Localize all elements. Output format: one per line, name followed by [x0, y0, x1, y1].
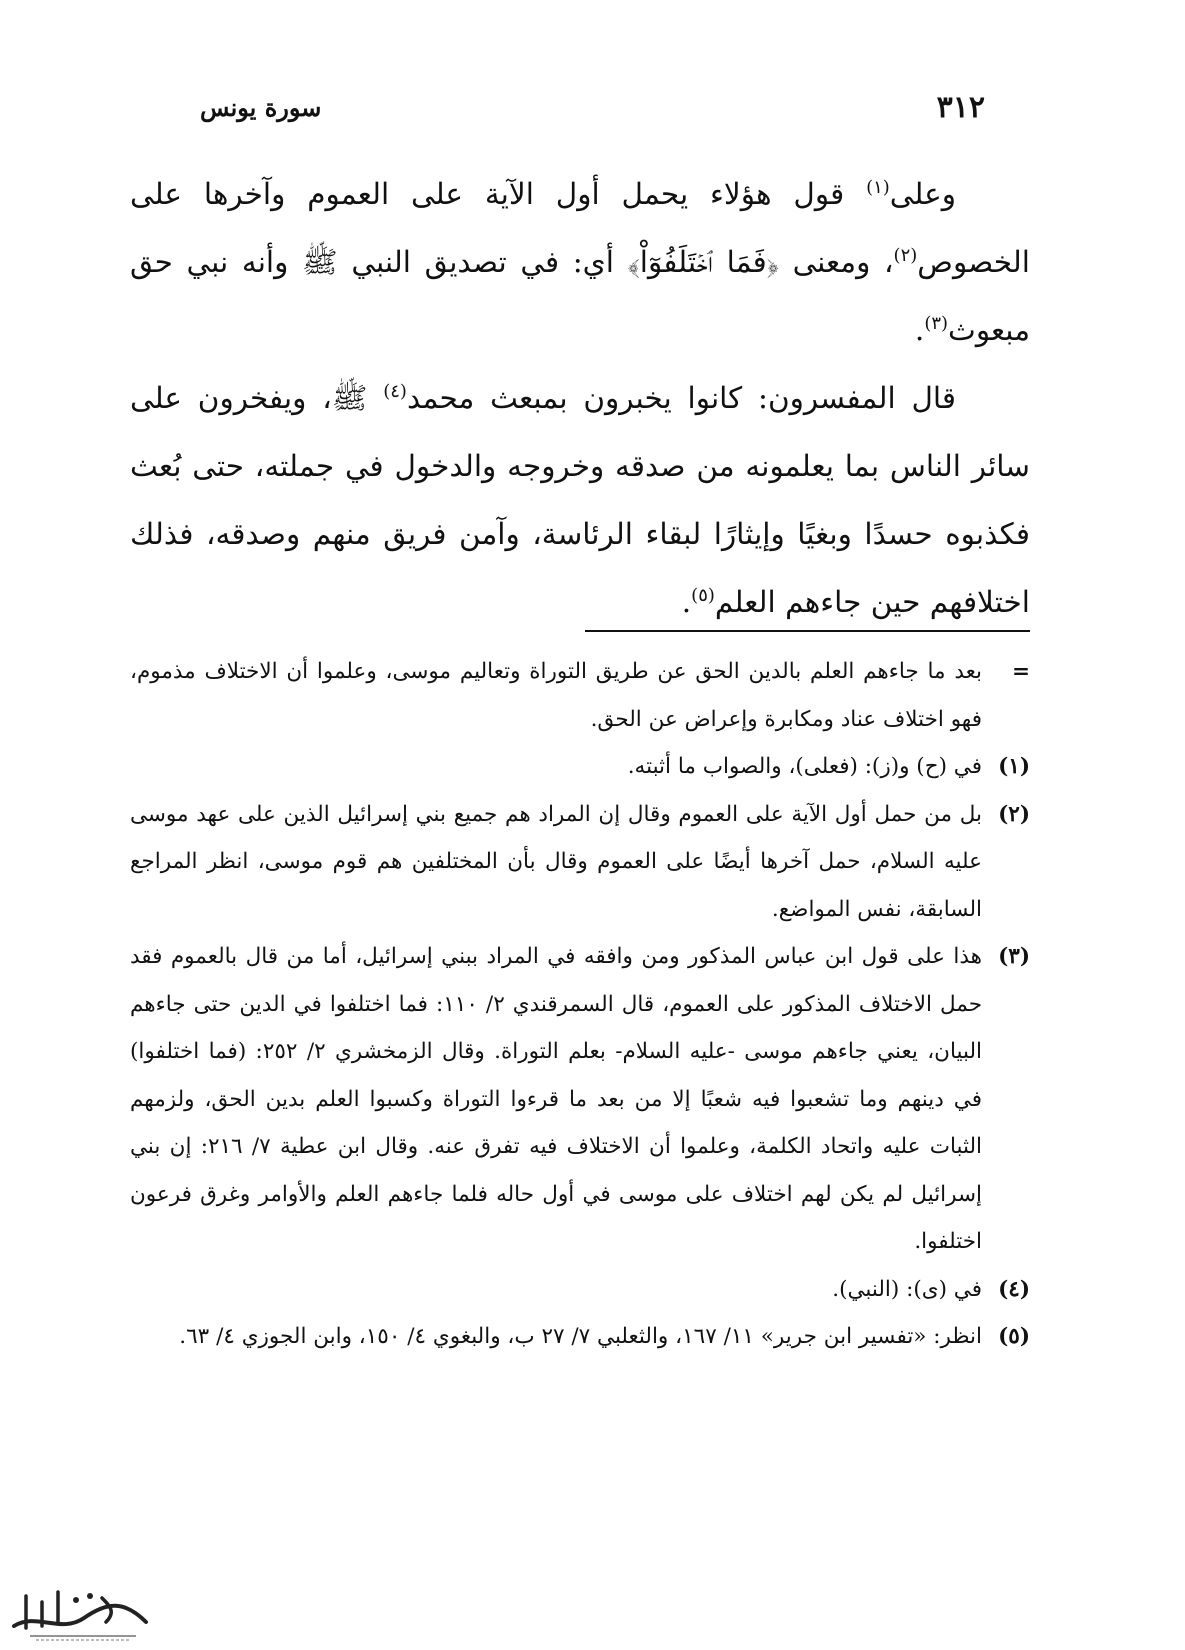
- paragraph-1-part-d: .: [914, 313, 925, 347]
- footnote-number: (٣): [998, 944, 1030, 969]
- footnote-ref-1[interactable]: (١): [866, 177, 890, 199]
- footnote-number: =: [1011, 659, 1030, 684]
- paragraph-1-part-a: وعلى: [889, 177, 956, 211]
- footnote-continuation: [130, 648, 1030, 743]
- main-text: [130, 160, 1030, 636]
- footnote-number: (٥): [998, 1324, 1030, 1349]
- footnote-divider: [585, 630, 1030, 632]
- footnote-number: (٢): [998, 801, 1030, 827]
- watermark-logo: [6, 1582, 156, 1644]
- footnote-1: [130, 743, 1030, 791]
- footnote-ref-5[interactable]: (٥): [691, 585, 715, 607]
- footnote-ref-2[interactable]: (٢): [893, 245, 918, 267]
- footnote-4: [130, 1266, 1030, 1314]
- paragraph-2-part-a: قال المفسرون: كانوا يخبرون بمبعث محمد: [406, 381, 956, 415]
- paragraph-1-part-b: قول هؤلاء يحمل أول الآية على العموم وآخرها على الخصوص: [130, 177, 1030, 279]
- footnote-text: بل من حمل أول الآية على العموم وقال إن المراد هم جميع بني إسرائيل الذين على عهد موسى عليه السلام، حمل آخرها أيضًا على العموم وقال بأن المختلفين هم قوم موسى، انظر المراجع السابقة، نفس المواضع.: [130, 801, 982, 922]
- calligraphy-logo-icon: [6, 1582, 156, 1644]
- footnote-text: بعد ما جاءهم العلم بالدين الحق عن طريق التوراة وتعاليم موسى، وعلموا أن الاختلاف مذموم، فهو اختلاف عناد ومكابرة وإعراض عن الحق.: [130, 659, 982, 732]
- footnote-2: [130, 791, 1030, 934]
- footnote-5: [130, 1313, 1030, 1361]
- page-header: [200, 82, 985, 132]
- footnote-text: في (ى): (النبي).: [832, 1276, 982, 1302]
- footnote-number: (١): [998, 754, 1030, 779]
- surah-title: سورة يونس: [200, 92, 322, 122]
- footnote-number: (٤): [998, 1276, 1030, 1302]
- footnote-ref-4[interactable]: (٤): [383, 381, 407, 403]
- page-number: ٣١٢: [936, 89, 985, 125]
- footnote-3: [130, 933, 1030, 1266]
- footnote-text: هذا على قول ابن عباس المذكور ومن وافقه في المراد ببني إسرائيل، أما من قال بالعموم فقد حمل الاختلاف المذكور على العموم، قال السمرقندي ٢/ ١١٠: فما اختلفوا في الدين حتى جاءهم البيان، يعني جاءهم موسى -عليه السلام- بعلم التوراة. وقال الزمخشري ٢/ ٢٥٢: (فما اختلفوا) في دينهم وما تشعبوا فيه شعبًا إلا من بعد ما قرءوا التوراة وكسبوا العلم بدين الحق، ولزمهم الثبات عليه واتحاد الكلمة، وعلموا أن الاختلاف فيه تفرق عنه. وقال ابن عطية ٧/ ٢١٦: إن بني إسرائيل لم يكن لهم اختلاف على موسى في أول حاله فلما جاءهم العلم والأوامر وغرق فرعون اختلفوا.: [130, 944, 983, 1254]
- footnote-text: في (ح) و(ز): (فعلى)، والصواب ما أثبته.: [627, 754, 982, 779]
- footnotes: [130, 648, 1030, 1361]
- paragraph-2-part-c: .: [681, 585, 692, 619]
- paragraph-2-part-b: ﷺ، ويفخرون على سائر الناس بما يعلمونه من صدقه وخروجه والدخول في جملته، حتى بُعث فكذبوه حسدًا وبغيًا وإيثارًا لبقاء الرئاسة، وآمن فريق منهم وصدقه، فذلك اختلافهم حين جاءهم العلم: [130, 381, 1030, 619]
- paragraph-2: [130, 364, 1030, 636]
- footnote-ref-3[interactable]: (٣): [924, 313, 949, 335]
- paragraph-1: [130, 160, 1030, 364]
- paragraph-1-part-c: ، ومعنى ﴿فَمَا ٱخۡتَلَفُوٓاْ﴾ أي: في تصديق النبي ﷺ وأنه نبي حق مبعوث: [130, 245, 1030, 347]
- footnote-text: انظر: «تفسير ابن جرير» ١١/ ١٦٧، والثعلبي ٧/ ٢٧ ب، والبغوي ٤/ ١٥٠، وابن الجوزي ٤/ ٦٣.: [179, 1324, 982, 1349]
